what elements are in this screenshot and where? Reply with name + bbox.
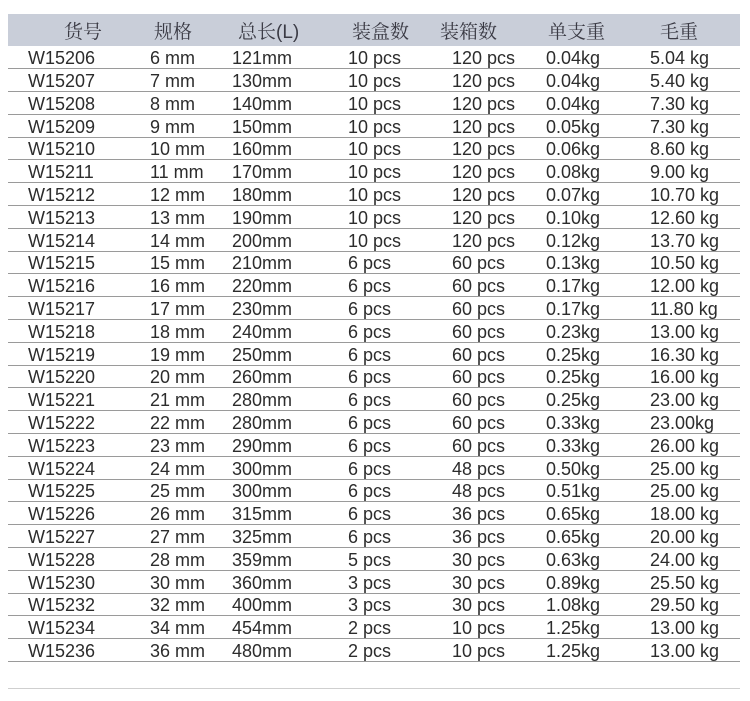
item-no-cell: W15210 — [8, 137, 128, 160]
table-row — [8, 411, 740, 434]
size-cell: 24 mm — [128, 456, 224, 479]
table-row — [8, 69, 740, 92]
size-cell: 8 mm — [128, 92, 224, 115]
box-qty-cell: 6 pcs — [334, 479, 432, 502]
cropped-heading — [10, 0, 740, 12]
length-cell: 170mm — [224, 160, 334, 183]
gross-weight-cell: 25.00 kg — [620, 456, 740, 479]
item-no-cell: W15213 — [8, 206, 128, 229]
carton-qty-cell: 60 pcs — [432, 274, 528, 297]
table-row — [8, 593, 740, 616]
item-no-cell: W15221 — [8, 388, 128, 411]
item-no-cell: W15208 — [8, 92, 128, 115]
unit-weight-cell: 0.10kg — [528, 206, 620, 229]
unit-weight-cell: 0.89kg — [528, 570, 620, 593]
header-box-qty: 装盒数 — [352, 21, 410, 43]
item-no-cell: W15212 — [8, 183, 128, 206]
box-qty-cell: 3 pcs — [334, 593, 432, 616]
table-row — [8, 548, 740, 571]
carton-qty-cell: 60 pcs — [432, 251, 528, 274]
carton-qty-cell: 120 pcs — [432, 92, 528, 115]
header-length: 总长(L) — [238, 21, 300, 43]
length-cell: 290mm — [224, 434, 334, 457]
carton-qty-cell: 120 pcs — [432, 46, 528, 69]
unit-weight-cell: 1.25kg — [528, 616, 620, 639]
table-row — [8, 46, 740, 69]
size-cell: 13 mm — [128, 206, 224, 229]
unit-weight-cell: 0.05kg — [528, 114, 620, 137]
length-cell: 200mm — [224, 228, 334, 251]
unit-weight-cell: 0.25kg — [528, 388, 620, 411]
item-no-cell: W15230 — [8, 570, 128, 593]
header-unit-weight: 单支重 — [548, 21, 606, 43]
length-cell: 150mm — [224, 114, 334, 137]
size-cell: 6 mm — [128, 46, 224, 69]
gross-weight-cell: 10.50 kg — [620, 251, 740, 274]
item-no-cell: W15223 — [8, 434, 128, 457]
item-no-cell: W15222 — [8, 411, 128, 434]
box-qty-cell: 2 pcs — [334, 616, 432, 639]
item-no-cell: W15209 — [8, 114, 128, 137]
size-cell: 34 mm — [128, 616, 224, 639]
item-no-cell: W15228 — [8, 548, 128, 571]
item-no-cell: W15224 — [8, 456, 128, 479]
length-cell: 280mm — [224, 411, 334, 434]
header-item-no: 货号 — [64, 21, 103, 43]
box-qty-cell: 6 pcs — [334, 525, 432, 548]
size-cell: 18 mm — [128, 320, 224, 343]
size-cell: 27 mm — [128, 525, 224, 548]
length-cell: 400mm — [224, 593, 334, 616]
carton-qty-cell: 120 pcs — [432, 206, 528, 229]
gross-weight-cell: 16.00 kg — [620, 365, 740, 388]
box-qty-cell: 6 pcs — [334, 342, 432, 365]
table-row — [8, 456, 740, 479]
header-carton-qty: 装箱数 — [440, 21, 498, 43]
table-row — [8, 92, 740, 115]
gross-weight-cell: 7.30 kg — [620, 92, 740, 115]
box-qty-cell: 6 pcs — [334, 456, 432, 479]
size-cell: 19 mm — [128, 342, 224, 365]
table-row — [8, 297, 740, 320]
table-row — [8, 434, 740, 457]
length-cell: 190mm — [224, 206, 334, 229]
unit-weight-cell: 0.33kg — [528, 411, 620, 434]
gross-weight-cell: 23.00kg — [620, 411, 740, 434]
size-cell: 36 mm — [128, 639, 224, 662]
length-cell: 315mm — [224, 502, 334, 525]
box-qty-cell: 5 pcs — [334, 548, 432, 571]
carton-qty-cell: 60 pcs — [432, 342, 528, 365]
item-no-cell: W15216 — [8, 274, 128, 297]
size-cell: 12 mm — [128, 183, 224, 206]
table-row — [8, 388, 740, 411]
box-qty-cell: 10 pcs — [334, 183, 432, 206]
item-no-cell: W15225 — [8, 479, 128, 502]
table-row — [8, 137, 740, 160]
box-qty-cell: 6 pcs — [334, 411, 432, 434]
item-no-cell: W15215 — [8, 251, 128, 274]
box-qty-cell: 10 pcs — [334, 92, 432, 115]
unit-weight-cell: 0.65kg — [528, 525, 620, 548]
carton-qty-cell: 30 pcs — [432, 593, 528, 616]
size-cell: 21 mm — [128, 388, 224, 411]
item-no-cell: W15232 — [8, 593, 128, 616]
item-no-cell: W15234 — [8, 616, 128, 639]
table-body — [8, 46, 740, 662]
table-row — [8, 616, 740, 639]
size-cell: 25 mm — [128, 479, 224, 502]
unit-weight-cell: 0.07kg — [528, 183, 620, 206]
table-row — [8, 251, 740, 274]
carton-qty-cell: 120 pcs — [432, 69, 528, 92]
item-no-cell: W15219 — [8, 342, 128, 365]
size-cell: 7 mm — [128, 69, 224, 92]
table-row — [8, 639, 740, 662]
box-qty-cell: 2 pcs — [334, 639, 432, 662]
gross-weight-cell: 25.50 kg — [620, 570, 740, 593]
gross-weight-cell: 20.00 kg — [620, 525, 740, 548]
item-no-cell: W15226 — [8, 502, 128, 525]
unit-weight-cell: 0.08kg — [528, 160, 620, 183]
size-cell: 14 mm — [128, 228, 224, 251]
table-row — [8, 342, 740, 365]
unit-weight-cell: 0.04kg — [528, 46, 620, 69]
item-no-cell: W15227 — [8, 525, 128, 548]
box-qty-cell: 3 pcs — [334, 570, 432, 593]
carton-qty-cell: 36 pcs — [432, 525, 528, 548]
table-row — [8, 479, 740, 502]
item-no-cell: W15207 — [8, 69, 128, 92]
carton-qty-cell: 60 pcs — [432, 297, 528, 320]
unit-weight-cell: 0.63kg — [528, 548, 620, 571]
size-cell: 22 mm — [128, 411, 224, 434]
carton-qty-cell: 60 pcs — [432, 434, 528, 457]
carton-qty-cell: 120 pcs — [432, 114, 528, 137]
gross-weight-cell: 13.00 kg — [620, 320, 740, 343]
gross-weight-cell: 5.40 kg — [620, 69, 740, 92]
table-row — [8, 183, 740, 206]
table-row — [8, 502, 740, 525]
box-qty-cell: 10 pcs — [334, 228, 432, 251]
table-row — [8, 320, 740, 343]
item-no-cell: W15218 — [8, 320, 128, 343]
size-cell: 16 mm — [128, 274, 224, 297]
length-cell: 300mm — [224, 456, 334, 479]
size-cell: 30 mm — [128, 570, 224, 593]
unit-weight-cell: 0.06kg — [528, 137, 620, 160]
length-cell: 360mm — [224, 570, 334, 593]
bottom-divider — [8, 688, 740, 689]
size-cell: 15 mm — [128, 251, 224, 274]
table-header-row — [8, 14, 740, 46]
gross-weight-cell: 5.04 kg — [620, 46, 740, 69]
length-cell: 130mm — [224, 69, 334, 92]
gross-weight-cell: 18.00 kg — [620, 502, 740, 525]
spec-table — [8, 14, 740, 662]
length-cell: 220mm — [224, 274, 334, 297]
gross-weight-cell: 16.30 kg — [620, 342, 740, 365]
carton-qty-cell: 120 pcs — [432, 160, 528, 183]
table-row — [8, 525, 740, 548]
unit-weight-cell: 0.23kg — [528, 320, 620, 343]
length-cell: 160mm — [224, 137, 334, 160]
carton-qty-cell: 120 pcs — [432, 137, 528, 160]
size-cell: 23 mm — [128, 434, 224, 457]
item-no-cell: W15236 — [8, 639, 128, 662]
box-qty-cell: 10 pcs — [334, 160, 432, 183]
unit-weight-cell: 0.04kg — [528, 69, 620, 92]
length-cell: 121mm — [224, 46, 334, 69]
length-cell: 280mm — [224, 388, 334, 411]
table-row — [8, 228, 740, 251]
item-no-cell: W15214 — [8, 228, 128, 251]
gross-weight-cell: 12.00 kg — [620, 274, 740, 297]
gross-weight-cell: 7.30 kg — [620, 114, 740, 137]
unit-weight-cell: 0.17kg — [528, 297, 620, 320]
unit-weight-cell: 0.51kg — [528, 479, 620, 502]
unit-weight-cell: 0.12kg — [528, 228, 620, 251]
header-gross-weight: 毛重 — [660, 21, 699, 43]
size-cell: 17 mm — [128, 297, 224, 320]
length-cell: 210mm — [224, 251, 334, 274]
gross-weight-cell: 13.00 kg — [620, 639, 740, 662]
box-qty-cell: 10 pcs — [334, 206, 432, 229]
gross-weight-cell: 25.00 kg — [620, 479, 740, 502]
gross-weight-cell: 24.00 kg — [620, 548, 740, 571]
unit-weight-cell: 0.33kg — [528, 434, 620, 457]
unit-weight-cell: 1.08kg — [528, 593, 620, 616]
length-cell: 230mm — [224, 297, 334, 320]
box-qty-cell: 6 pcs — [334, 251, 432, 274]
gross-weight-cell: 13.00 kg — [620, 616, 740, 639]
size-cell: 28 mm — [128, 548, 224, 571]
gross-weight-cell: 23.00 kg — [620, 388, 740, 411]
carton-qty-cell: 48 pcs — [432, 479, 528, 502]
length-cell: 180mm — [224, 183, 334, 206]
carton-qty-cell: 120 pcs — [432, 228, 528, 251]
length-cell: 260mm — [224, 365, 334, 388]
box-qty-cell: 6 pcs — [334, 274, 432, 297]
item-no-cell: W15211 — [8, 160, 128, 183]
unit-weight-cell: 0.17kg — [528, 274, 620, 297]
length-cell: 454mm — [224, 616, 334, 639]
item-no-cell: W15217 — [8, 297, 128, 320]
size-cell: 10 mm — [128, 137, 224, 160]
gross-weight-cell: 26.00 kg — [620, 434, 740, 457]
carton-qty-cell: 36 pcs — [432, 502, 528, 525]
header-size: 规格 — [154, 21, 193, 43]
size-cell: 20 mm — [128, 365, 224, 388]
length-cell: 480mm — [224, 639, 334, 662]
table-row — [8, 274, 740, 297]
carton-qty-cell: 60 pcs — [432, 411, 528, 434]
size-cell: 11 mm — [128, 160, 224, 183]
box-qty-cell: 10 pcs — [334, 69, 432, 92]
carton-qty-cell: 10 pcs — [432, 639, 528, 662]
table-row — [8, 206, 740, 229]
gross-weight-cell: 29.50 kg — [620, 593, 740, 616]
unit-weight-cell: 0.50kg — [528, 456, 620, 479]
gross-weight-cell: 12.60 kg — [620, 206, 740, 229]
table-row — [8, 365, 740, 388]
length-cell: 240mm — [224, 320, 334, 343]
carton-qty-cell: 10 pcs — [432, 616, 528, 639]
size-cell: 32 mm — [128, 593, 224, 616]
table-row — [8, 160, 740, 183]
unit-weight-cell: 0.25kg — [528, 342, 620, 365]
gross-weight-cell: 10.70 kg — [620, 183, 740, 206]
box-qty-cell: 6 pcs — [334, 297, 432, 320]
box-qty-cell: 6 pcs — [334, 365, 432, 388]
size-cell: 9 mm — [128, 114, 224, 137]
length-cell: 325mm — [224, 525, 334, 548]
unit-weight-cell: 0.65kg — [528, 502, 620, 525]
length-cell: 250mm — [224, 342, 334, 365]
gross-weight-cell: 9.00 kg — [620, 160, 740, 183]
gross-weight-cell: 11.80 kg — [620, 297, 740, 320]
carton-qty-cell: 120 pcs — [432, 183, 528, 206]
gross-weight-cell: 8.60 kg — [620, 137, 740, 160]
box-qty-cell: 6 pcs — [334, 502, 432, 525]
carton-qty-cell: 30 pcs — [432, 570, 528, 593]
carton-qty-cell: 60 pcs — [432, 320, 528, 343]
carton-qty-cell: 60 pcs — [432, 388, 528, 411]
gross-weight-cell: 13.70 kg — [620, 228, 740, 251]
box-qty-cell: 6 pcs — [334, 320, 432, 343]
length-cell: 140mm — [224, 92, 334, 115]
unit-weight-cell: 0.13kg — [528, 251, 620, 274]
unit-weight-cell: 0.04kg — [528, 92, 620, 115]
item-no-cell: W15220 — [8, 365, 128, 388]
length-cell: 300mm — [224, 479, 334, 502]
box-qty-cell: 10 pcs — [334, 137, 432, 160]
table-row — [8, 114, 740, 137]
box-qty-cell: 10 pcs — [334, 114, 432, 137]
box-qty-cell: 10 pcs — [334, 46, 432, 69]
unit-weight-cell: 1.25kg — [528, 639, 620, 662]
carton-qty-cell: 60 pcs — [432, 365, 528, 388]
carton-qty-cell: 48 pcs — [432, 456, 528, 479]
box-qty-cell: 6 pcs — [334, 388, 432, 411]
size-cell: 26 mm — [128, 502, 224, 525]
unit-weight-cell: 0.25kg — [528, 365, 620, 388]
length-cell: 359mm — [224, 548, 334, 571]
carton-qty-cell: 30 pcs — [432, 548, 528, 571]
box-qty-cell: 6 pcs — [334, 434, 432, 457]
item-no-cell: W15206 — [8, 46, 128, 69]
table-row — [8, 570, 740, 593]
